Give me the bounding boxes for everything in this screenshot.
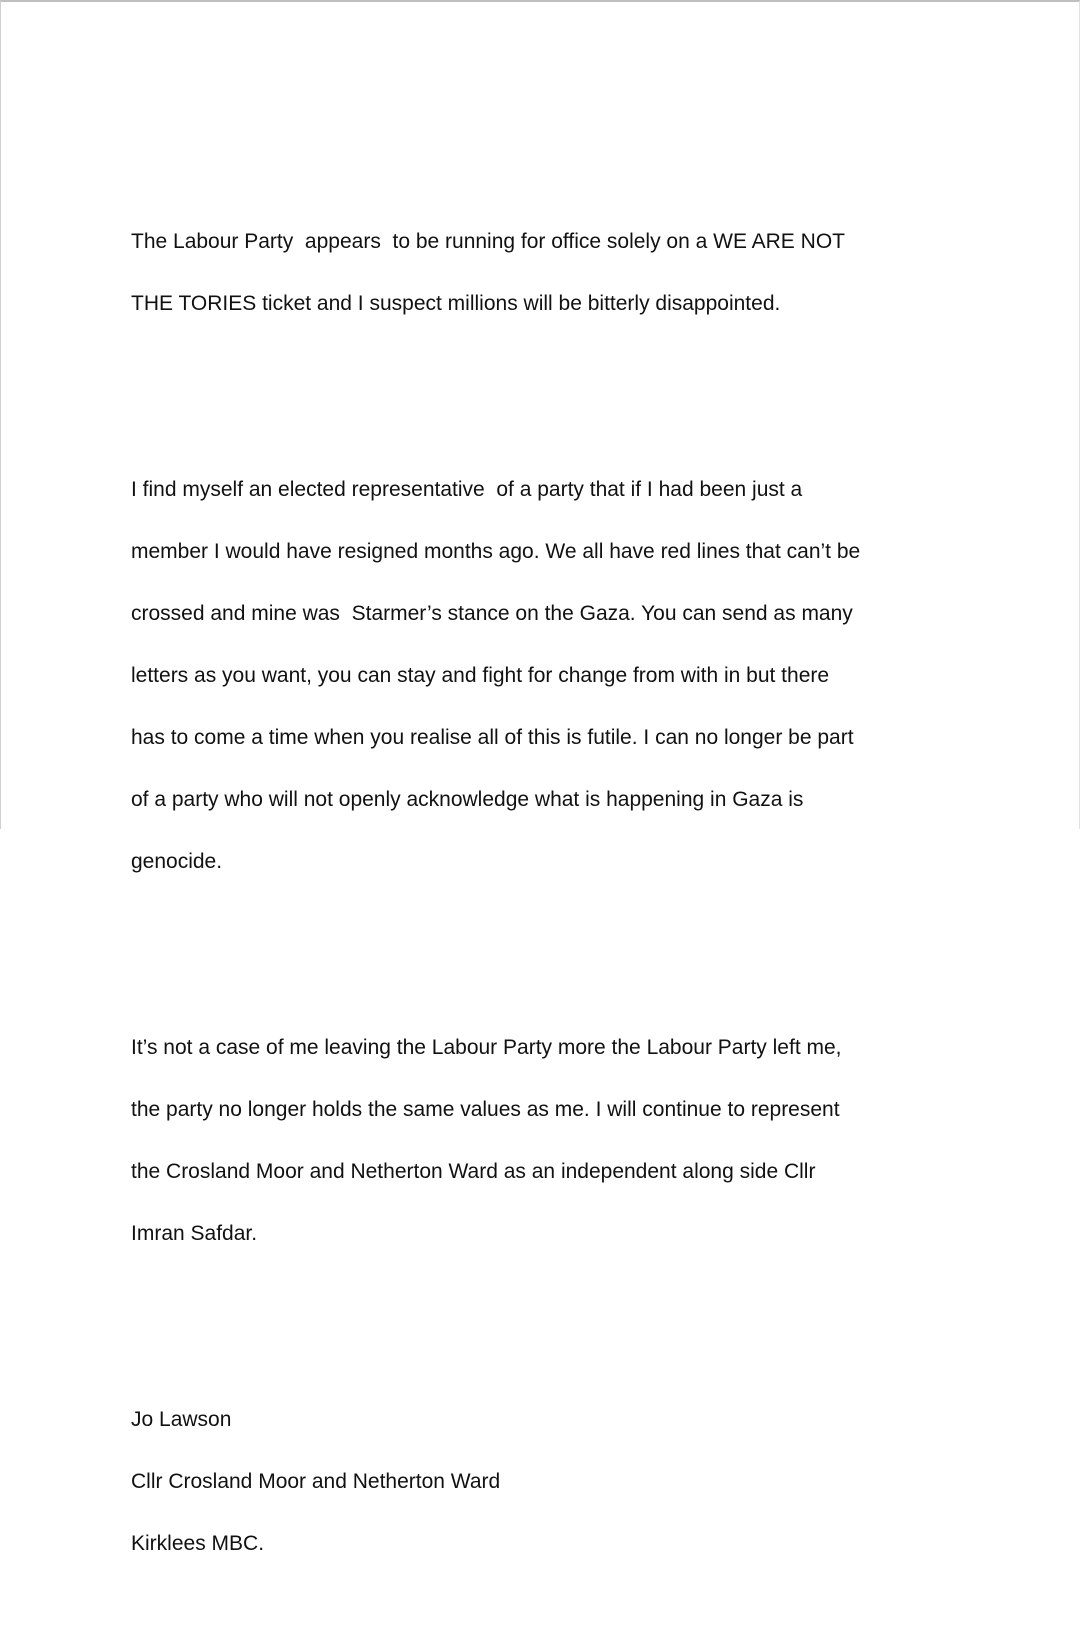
text-line: letters as you want, you can stay and fight for change from with in but there [131, 664, 830, 687]
paragraph-3 [131, 1001, 1031, 1280]
text-line: The Labour Party appears to be running for office solely on a WE ARE NOT [131, 230, 845, 253]
text-line: member I would have resigned months ago. We all have red lines that can’t be [131, 540, 861, 563]
signature-title: Cllr Crosland Moor and Netherton Ward [131, 1470, 501, 1493]
paragraph-1 [131, 195, 1031, 350]
text-line: Imran Safdar. [131, 1222, 258, 1245]
text-line: crossed and mine was Starmer’s stance on the Gaza. You can send as many [131, 602, 853, 625]
text-line: of a party who will not openly acknowledge what is happening in Gaza is [131, 788, 804, 811]
text-line: I find myself an elected representative of a party that if I had been just a [131, 478, 803, 501]
signature-organisation: Kirklees MBC. [131, 1532, 265, 1555]
text-line: genocide. [131, 850, 223, 873]
letter-body [131, 133, 1031, 1652]
signature-name: Jo Lawson [131, 1408, 232, 1431]
text-line: the Crosland Moor and Netherton Ward as an independent along side Cllr [131, 1160, 816, 1183]
signature-block [131, 1373, 1031, 1590]
text-line: THE TORIES ticket and I suspect millions will be bitterly disappointed. [131, 292, 781, 315]
text-line: the party no longer holds the same values as me. I will continue to represent [131, 1098, 840, 1121]
text-line: has to come a time when you realise all of this is futile. I can no longer be part [131, 726, 854, 749]
paragraph-2 [131, 443, 1031, 908]
text-line: It’s not a case of me leaving the Labour Party more the Labour Party left me, [131, 1036, 842, 1059]
